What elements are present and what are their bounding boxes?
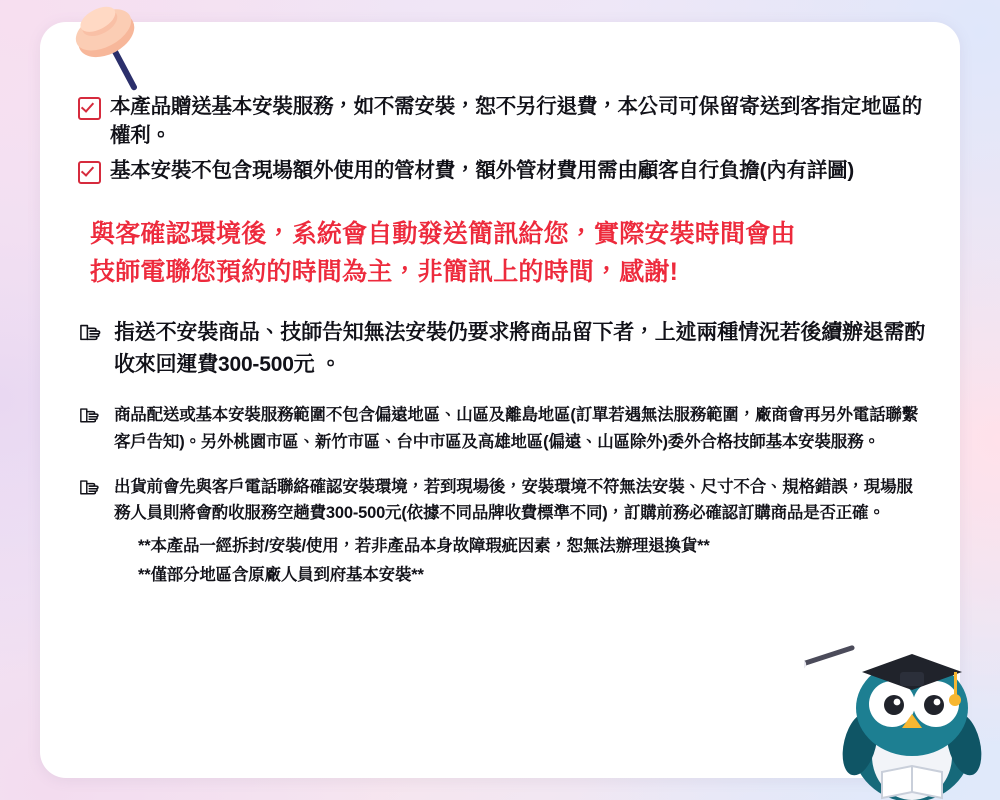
notice-item-text: 商品配送或基本安裝服務範圍不包含偏遠地區、山區及離島地區(訂單若遇無法服務範圍，廠商會再另外電話聯繫客戶告知)。另外桃園市區、新竹市區、台中市區及高雄地區(偏遠、山區除外)委外合格技師基本安裝服務。 [114,406,918,452]
pointing-hand-icon [78,320,108,344]
footer-note: **僅部分地區含原廠人員到府基本安裝** [138,565,424,584]
checkbox-checked-icon [78,97,101,120]
notice-item [78,317,928,380]
pointing-hand-icon [78,476,108,498]
highlight-paragraph [78,215,928,291]
notice-item-text: 出貨前會先與客戶電話聯絡確認安裝環境，若到現場後，安裝環境不符無法安裝、尺寸不合、規格錯誤，現場服務人員則將會酌收服務空趟費300-500元(依據不同品牌收費標準不同)，訂購前務必確認訂購商品是否正確。 [114,477,913,523]
pushpin-icon [62,0,172,106]
footer-notes [78,533,928,588]
notice-item [78,402,928,455]
checklist-item [78,156,928,185]
checkbox-checked-icon [78,161,101,184]
notice-item [78,474,928,527]
notice-item-text: 指送不安裝商品、技師告知無法安裝仍要求將商品留下者，上述兩種情況若後續辦退需酌收來回運費300-500元 。 [114,321,926,376]
pointing-hand-icon [78,404,108,426]
document-body [78,92,928,588]
footer-note: **本產品一經拆封/安裝/使用，若非產品本身故障瑕疵因素，恕無法辦理退換貨** [138,537,710,556]
highlight-line-1: 與客確認環境後，系統會自動發送簡訊給您，實際安裝時間會由 [90,220,796,249]
checklist-item-text: 本產品贈送基本安裝服務，如不需安裝，恕不另行退費，本公司可保留寄送到客指定地區的權利。 [110,95,922,148]
highlight-line-2: 技師電聯您預約的時間為主，非簡訊上的時間，感謝! [90,258,679,287]
checklist-item-text: 基本安裝不包含現場額外使用的管材費，額外管材費用需由顧客自行負擔(內有詳圖) [110,159,855,183]
graduate-owl-icon [804,616,994,800]
checklist-item [78,92,928,150]
